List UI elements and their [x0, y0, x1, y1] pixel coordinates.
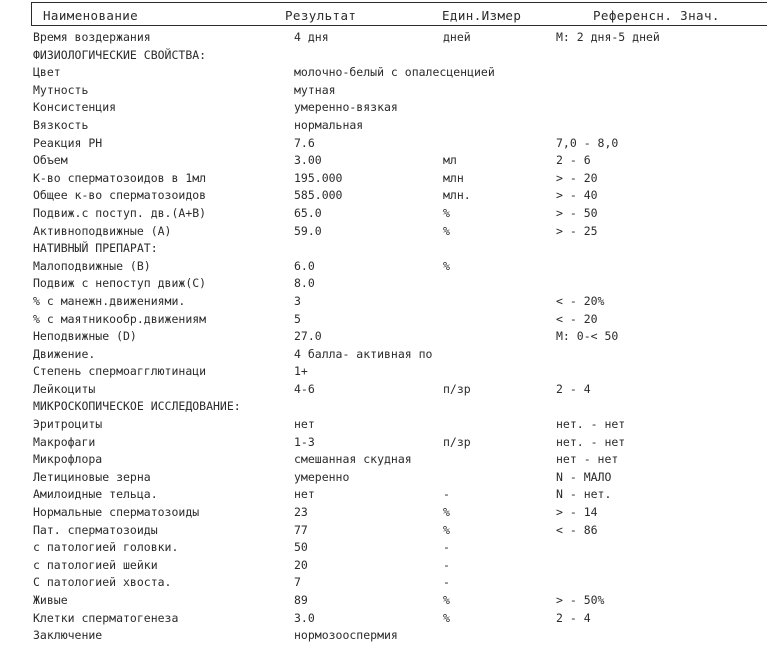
row-name: % с манежн.движениями. — [33, 293, 186, 308]
row-unit: - — [443, 575, 450, 590]
table-row — [33, 117, 770, 135]
row-reference: нет. - нет — [556, 434, 626, 449]
row-name: Общее к-во сперматозоидов — [33, 188, 207, 203]
row-unit: % — [443, 593, 450, 607]
row-name: С патологией хвоста. — [33, 575, 172, 590]
row-result: 20 — [294, 557, 308, 572]
row-result: 4 дня — [294, 30, 329, 44]
row-reference: нет - нет — [556, 452, 619, 467]
row-name: НАТИВНЫЙ ПРЕПАРАТ: — [33, 241, 158, 256]
row-result: 89 — [294, 593, 308, 607]
row-reference: < - 86 — [556, 522, 598, 537]
table-row — [33, 223, 770, 241]
row-name: Объем — [33, 153, 68, 168]
row-result: 1-3 — [294, 434, 315, 449]
row-result: нет — [294, 417, 315, 432]
row-result: 6.0 — [294, 258, 315, 273]
row-reference: > - 50% — [556, 593, 605, 607]
row-name: ФИЗИОЛОГИЧЕСКИЕ СВОЙСТВА: — [33, 47, 207, 62]
row-name: Консистенция — [33, 100, 117, 115]
row-reference: М: 2 дня-5 дней — [556, 30, 660, 44]
row-result: 27.0 — [294, 329, 322, 344]
table-row — [33, 610, 770, 628]
table-row — [33, 416, 770, 434]
table-row — [33, 504, 770, 522]
row-result: 585.000 — [294, 188, 343, 203]
row-unit: млн — [443, 170, 464, 185]
table-header — [31, 2, 767, 26]
table-row — [33, 99, 770, 117]
row-reference: > - 40 — [556, 188, 598, 203]
table-row — [33, 311, 770, 329]
row-reference: < - 20% — [556, 293, 605, 308]
row-result: умеренно — [294, 469, 350, 484]
row-result: 77 — [294, 522, 308, 537]
row-result: 59.0 — [294, 223, 322, 238]
row-result: 3.00 — [294, 153, 322, 168]
row-result: нет — [294, 487, 315, 502]
row-name: Активноподвижные (A) — [33, 223, 172, 238]
row-name: Летициновые зерна — [33, 469, 151, 484]
row-unit: % — [443, 505, 450, 520]
row-result: 4-6 — [294, 381, 315, 396]
table-row — [33, 328, 770, 346]
row-reference: N - нет. — [556, 487, 612, 502]
table-row — [33, 574, 770, 592]
row-result: умеренно-вязкая — [294, 100, 398, 115]
row-name: с патологией головки. — [33, 540, 179, 555]
row-name: Цвет — [33, 65, 61, 80]
row-result: 8.0 — [294, 276, 315, 291]
row-reference: 7,0 - 8,0 — [556, 135, 619, 150]
row-name: Движение. — [33, 346, 96, 361]
row-reference: нет. - нет — [556, 417, 626, 432]
row-unit: мл — [443, 153, 457, 168]
table-row — [33, 451, 770, 469]
table-row — [33, 275, 770, 293]
row-reference: N - МАЛО — [556, 469, 612, 484]
row-name: Лейкоциты — [33, 381, 96, 396]
row-reference: 2 - 4 — [556, 381, 591, 396]
row-unit: млн. — [443, 188, 471, 203]
row-name: Микрофлора — [33, 452, 103, 467]
row-name: Мутность — [33, 82, 89, 97]
header-result: Результат — [285, 8, 357, 23]
results-table — [33, 29, 770, 645]
row-name: Живые — [33, 593, 68, 607]
table-row — [33, 363, 770, 381]
table-row — [33, 64, 770, 82]
row-unit: % — [443, 223, 450, 238]
table-row — [33, 381, 770, 399]
row-name: Эритроциты — [33, 417, 103, 432]
row-unit: % — [443, 610, 450, 625]
table-row — [33, 135, 770, 153]
table-row — [33, 240, 770, 258]
row-name: Заключение — [33, 628, 103, 643]
header-name: Наименование — [43, 8, 139, 23]
row-name: Пат. сперматозоиды — [33, 522, 158, 537]
table-row — [33, 557, 770, 575]
table-row — [33, 293, 770, 311]
row-reference: < - 20 — [556, 311, 598, 326]
row-unit: % — [443, 205, 450, 220]
row-result: нормозооспермия — [294, 628, 398, 643]
row-unit: % — [443, 258, 450, 273]
row-unit: п/зр — [443, 381, 471, 396]
row-name: Вязкость — [33, 117, 89, 132]
table-row — [33, 205, 770, 223]
row-result: 1+ — [294, 364, 308, 379]
row-result: 23 — [294, 505, 308, 520]
row-reference: 2 - 6 — [556, 153, 591, 168]
row-name: МИКРОСКОПИЧЕСКОЕ ИССЛЕДОВАНИЕ: — [33, 399, 241, 414]
row-name: Клетки сперматогенеза — [33, 610, 179, 625]
row-unit: п/зр — [443, 434, 471, 449]
row-reference: > - 14 — [556, 505, 598, 520]
row-reference: 2 - 4 — [556, 610, 591, 625]
row-reference: > - 25 — [556, 223, 598, 238]
row-name: с патологией шейки — [33, 557, 158, 572]
row-result: молочно-белый с опалесценцией — [294, 65, 495, 80]
row-reference: > - 20 — [556, 170, 598, 185]
table-row — [33, 434, 770, 452]
row-result: 7 — [294, 575, 301, 590]
row-result: 4 балла- активная по — [294, 346, 433, 361]
row-result: 3 — [294, 293, 301, 308]
row-result: 5 — [294, 311, 301, 326]
table-row — [33, 346, 770, 364]
table-row — [33, 258, 770, 276]
row-unit: - — [443, 557, 450, 572]
row-name: К-во сперматозоидов в 1мл — [33, 170, 207, 185]
row-name: Нормальные сперматозоиды — [33, 505, 200, 520]
table-row — [33, 47, 770, 65]
row-name: Подвиж с непоступ движ(C) — [33, 276, 207, 291]
row-result: 50 — [294, 540, 308, 555]
row-result: 65.0 — [294, 205, 322, 220]
row-name: Амилоидные тельца. — [33, 487, 158, 502]
table-row — [33, 592, 770, 610]
table-row — [33, 187, 770, 205]
table-row — [33, 170, 770, 188]
table-row — [33, 486, 770, 504]
row-name: Макрофаги — [33, 434, 96, 449]
row-unit: - — [443, 540, 450, 555]
row-unit: % — [443, 522, 450, 537]
row-name: Степень спермоагглютинаци — [33, 364, 207, 379]
row-name: Неподвижные (D) — [33, 329, 137, 344]
row-name: Время воздержания — [33, 30, 151, 44]
row-result: смешанная скудная — [294, 452, 412, 467]
table-row — [33, 82, 770, 100]
row-name: % с маятникообр.движениям — [33, 311, 207, 326]
row-name: Подвиж.с поступ. дв.(A+B) — [33, 205, 207, 220]
row-name: Реакция PH — [33, 135, 103, 150]
table-row — [33, 539, 770, 557]
header-reference: Референсн. Знач. — [593, 8, 720, 23]
row-unit: дней — [443, 30, 471, 44]
table-row — [33, 627, 770, 645]
row-unit: - — [443, 487, 450, 502]
row-name: Малоподвижные (B) — [33, 258, 151, 273]
row-reference: М: 0-< 50 — [556, 329, 619, 344]
row-result: 3.0 — [294, 610, 315, 625]
table-row — [33, 522, 770, 540]
row-result: 195.000 — [294, 170, 343, 185]
header-unit: Един.Измер — [442, 8, 522, 23]
table-row — [33, 398, 770, 416]
row-result: 7.6 — [294, 135, 315, 150]
row-reference: > - 50 — [556, 205, 598, 220]
table-row — [33, 152, 770, 170]
row-result: мутная — [294, 82, 336, 97]
table-row — [33, 469, 770, 487]
row-result: нормальная — [294, 117, 364, 132]
table-row — [33, 29, 770, 47]
